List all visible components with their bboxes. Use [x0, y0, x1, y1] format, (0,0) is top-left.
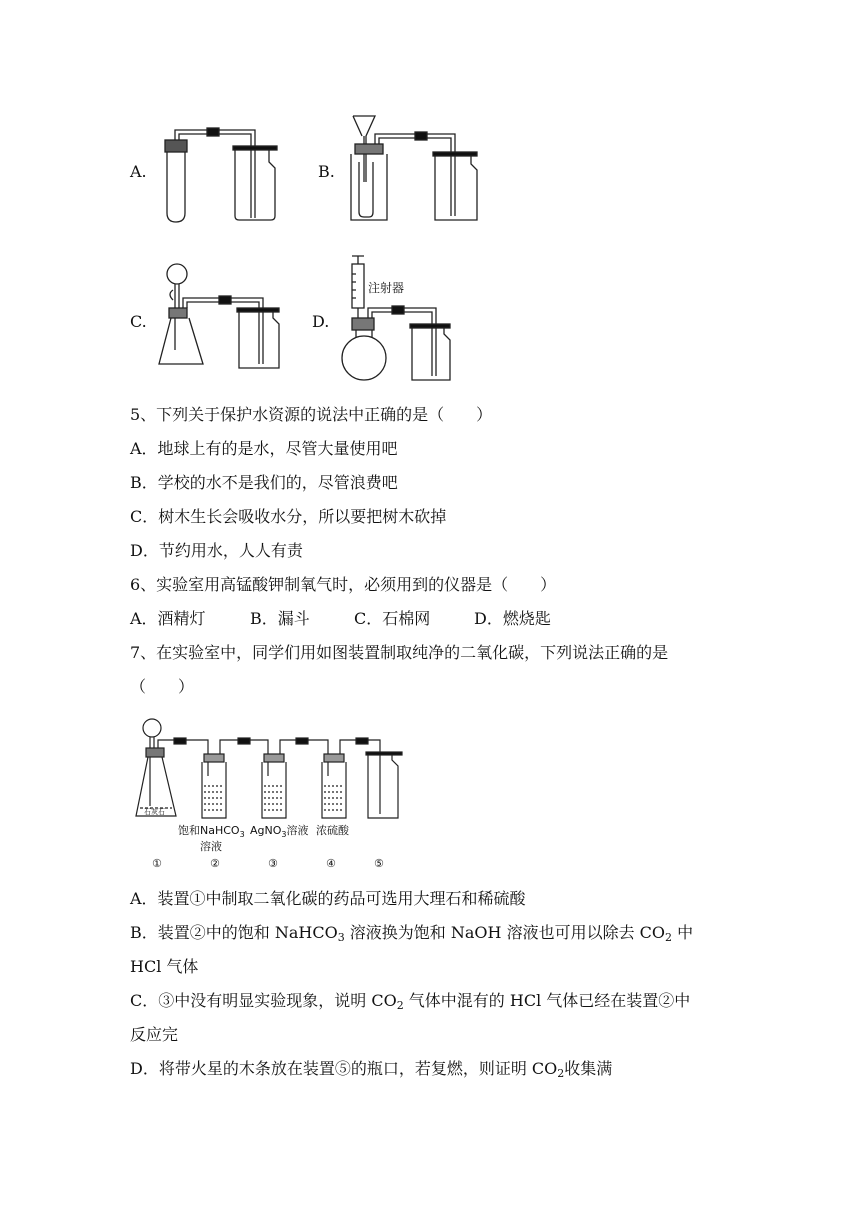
reagent-3-label: 浓硫酸: [316, 824, 349, 837]
q6-option-c: C．石棉网: [354, 609, 431, 628]
q6-option-a: A．酒精灯: [130, 609, 206, 628]
q7-option-a: A．装置①中制取二氧化碳的药品可选用大理石和稀硫酸: [130, 889, 526, 908]
device-number-5: ⑤: [374, 857, 384, 870]
device-number-3: ③: [268, 857, 278, 870]
option-a-label: A.: [130, 162, 147, 181]
reagent-1-suffix: 溶液: [200, 840, 222, 853]
option-b-label: B.: [318, 162, 335, 181]
device-number-2: ②: [210, 857, 220, 870]
apparatus-b-diagram: [345, 112, 485, 228]
option-d-label: D.: [312, 312, 330, 331]
q5-option-c: C．树木生长会吸收水分，所以要把树木砍掉: [130, 507, 447, 526]
q7-stem-line1: 7、在实验室中，同学们用如图装置制取纯净的二氧化碳，下列说法正确的是: [130, 643, 669, 662]
q7-option-d: D．将带火星的木条放在装置⑤的瓶口，若复燃，则证明 $CO_2$收集满: [130, 1059, 613, 1080]
q5-option-b: B．学校的水不是我们的，尽管浪费吧: [130, 473, 398, 492]
q6-options: [130, 609, 551, 629]
device-number-4: ④: [326, 857, 336, 870]
reagent-1-label: 饱和NaHCO$_3$: [178, 824, 245, 839]
syringe-label: 注射器: [368, 281, 405, 295]
q5-stem: 5、下列关于保护水资源的说法中正确的是（ ）: [130, 405, 493, 424]
q6-option-d: D．燃烧匙: [474, 609, 551, 628]
reagent-2-label: AgNO$_3$溶液: [250, 824, 309, 839]
option-c-label: C.: [130, 312, 147, 331]
q6-option-b: B．漏斗: [250, 609, 310, 628]
q5-option-d: D．节约用水，人人有责: [130, 541, 303, 560]
q7-option-c: C．③中没有明显实验现象，说明 $CO_2$ 气体中混有的 HCl 气体已经在装置②中: [130, 991, 691, 1012]
q7-apparatus-diagram: [130, 716, 410, 872]
apparatus-a-diagram: [155, 118, 285, 230]
apparatus-d-diagram: [338, 254, 468, 386]
q7-option-b: B．装置②中的饱和 NaHCO$_3$ 溶液换为饱和 NaOH 溶液也可用以除去 $CO_2$ 中: [130, 923, 694, 944]
q7-option-b-line2: HCl 气体: [130, 957, 199, 976]
device-number-1: ①: [152, 857, 162, 870]
q7-option-c-line2: 反应完: [130, 1025, 179, 1044]
flask-label: 石灰石: [144, 808, 165, 816]
q6-stem: 6、实验室用高锰酸钾制氧气时，必须用到的仪器是（ ）: [130, 575, 557, 594]
q7-stem-line2: （ ）: [130, 677, 195, 696]
apparatus-c-diagram: [155, 260, 285, 376]
q5-option-a: A．地球上有的是水，尽管大量使用吧: [130, 439, 398, 458]
